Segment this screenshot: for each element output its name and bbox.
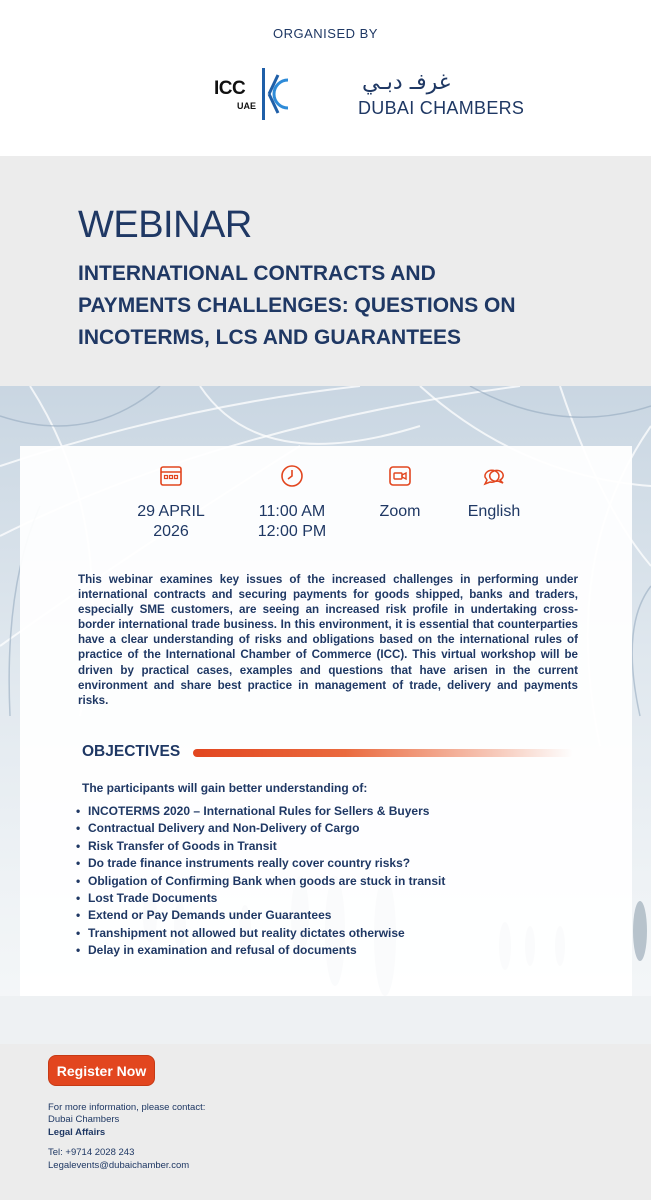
objectives-list bbox=[76, 803, 445, 960]
event-time-start: 11:00 AM bbox=[258, 503, 326, 520]
event-title-line: INTERNATIONAL CONTRACTS AND bbox=[78, 262, 436, 285]
dubai-logo-latin: DUBAI CHAMBERS bbox=[358, 98, 525, 118]
objective-item bbox=[76, 925, 445, 942]
icc-mark-icon bbox=[258, 66, 292, 122]
objective-item bbox=[76, 942, 445, 959]
calendar-icon bbox=[159, 464, 183, 488]
event-date-year: 2026 bbox=[153, 523, 189, 540]
contact-department: Legal Affairs bbox=[48, 1126, 106, 1138]
objective-text: Lost Trade Documents bbox=[88, 891, 218, 906]
objective-text: Obligation of Confirming Bank when goods are stuck in transit bbox=[88, 873, 446, 888]
event-platform bbox=[374, 464, 426, 522]
clock-icon bbox=[280, 464, 304, 488]
speech-bubbles-icon bbox=[482, 464, 506, 488]
objectives-accent-bar bbox=[193, 749, 573, 757]
contact-spacer bbox=[48, 1139, 205, 1147]
objective-text: Transhipment not allowed but reality dictates otherwise bbox=[88, 925, 405, 940]
objective-text: Delay in examination and refusal of documents bbox=[88, 943, 357, 958]
bullet: • bbox=[76, 821, 81, 836]
organised-by-label: ORGANISED BY bbox=[273, 26, 378, 41]
icc-uae-logo bbox=[214, 66, 294, 126]
event-language bbox=[464, 464, 524, 522]
dubai-chambers-logo bbox=[356, 70, 526, 120]
contact-organisation: Dubai Chambers bbox=[48, 1114, 120, 1126]
bullet: • bbox=[76, 856, 81, 871]
contact-email-link[interactable]: Legalevents@dubaichamber.com bbox=[48, 1159, 190, 1171]
objective-text: INCOTERMS 2020 – International Rules for Sellers & Buyers bbox=[88, 804, 430, 818]
event-language-name: English bbox=[467, 503, 521, 520]
bullet: • bbox=[76, 908, 81, 923]
event-title-line: PAYMENTS CHALLENGES: QUESTIONS ON bbox=[78, 294, 516, 317]
bullet: • bbox=[76, 943, 81, 958]
objective-item bbox=[76, 890, 445, 907]
objective-item bbox=[76, 907, 445, 924]
event-description: This webinar examines key issues of the increased challenges in performing under international contracts and securing payments for goods shipped, banks and traders, especially SME customers, are seeing an increased risk profile in undertaking cross-border international trade business. In this environment, it is essential that counterparties have a clear understanding of risks and obligations based on the international rules of practice of the International Chamber of Commerce (ICC). This virtual workshop will be driven by practical cases, examples and questions that have arisen in the current environment and share best practice in management of trade, delivery and payments risks. bbox=[78, 573, 578, 707]
objective-item bbox=[76, 855, 445, 872]
bullet: • bbox=[76, 873, 81, 888]
event-date bbox=[135, 464, 207, 542]
contact-block bbox=[48, 1102, 205, 1172]
objective-item bbox=[76, 838, 445, 855]
objectives-heading: OBJECTIVES bbox=[82, 743, 181, 760]
video-camera-icon bbox=[388, 464, 412, 488]
register-now-button[interactable]: Register Now bbox=[48, 1055, 155, 1086]
bullet: • bbox=[76, 925, 81, 940]
header-band bbox=[0, 0, 651, 156]
bullet: • bbox=[76, 804, 81, 818]
objective-text: Do trade finance instruments really cover country risks? bbox=[88, 856, 411, 871]
objective-text: Risk Transfer of Goods in Transit bbox=[88, 838, 277, 853]
event-type-heading: WEBINAR bbox=[78, 204, 252, 246]
objective-item bbox=[76, 873, 445, 890]
event-date-day: 29 APRIL bbox=[137, 503, 205, 520]
bullet: • bbox=[76, 891, 81, 906]
icc-logo-text: ICC bbox=[214, 78, 246, 99]
event-platform-name: Zoom bbox=[379, 503, 421, 520]
icc-logo-subtext: UAE bbox=[237, 101, 257, 111]
objectives-intro: The participants will gain better understanding of: bbox=[82, 781, 368, 795]
objective-text: Extend or Pay Demands under Guarantees bbox=[88, 908, 332, 923]
objective-text: Contractual Delivery and Non-Delivery of Cargo bbox=[88, 821, 360, 836]
event-title-line: INCOTERMS, LCS AND GUARANTEES bbox=[78, 326, 462, 349]
event-time bbox=[255, 464, 329, 542]
event-title bbox=[78, 258, 598, 354]
bullet: • bbox=[76, 838, 81, 853]
contact-intro: For more information, please contact: bbox=[48, 1102, 206, 1113]
objective-item bbox=[76, 803, 445, 820]
objective-item bbox=[76, 820, 445, 837]
dubai-logo-arabic: غرفـ دبـي bbox=[362, 70, 451, 95]
event-time-end: 12:00 PM bbox=[257, 523, 327, 540]
contact-phone[interactable]: Tel: +9714 2028 243 bbox=[48, 1147, 135, 1159]
